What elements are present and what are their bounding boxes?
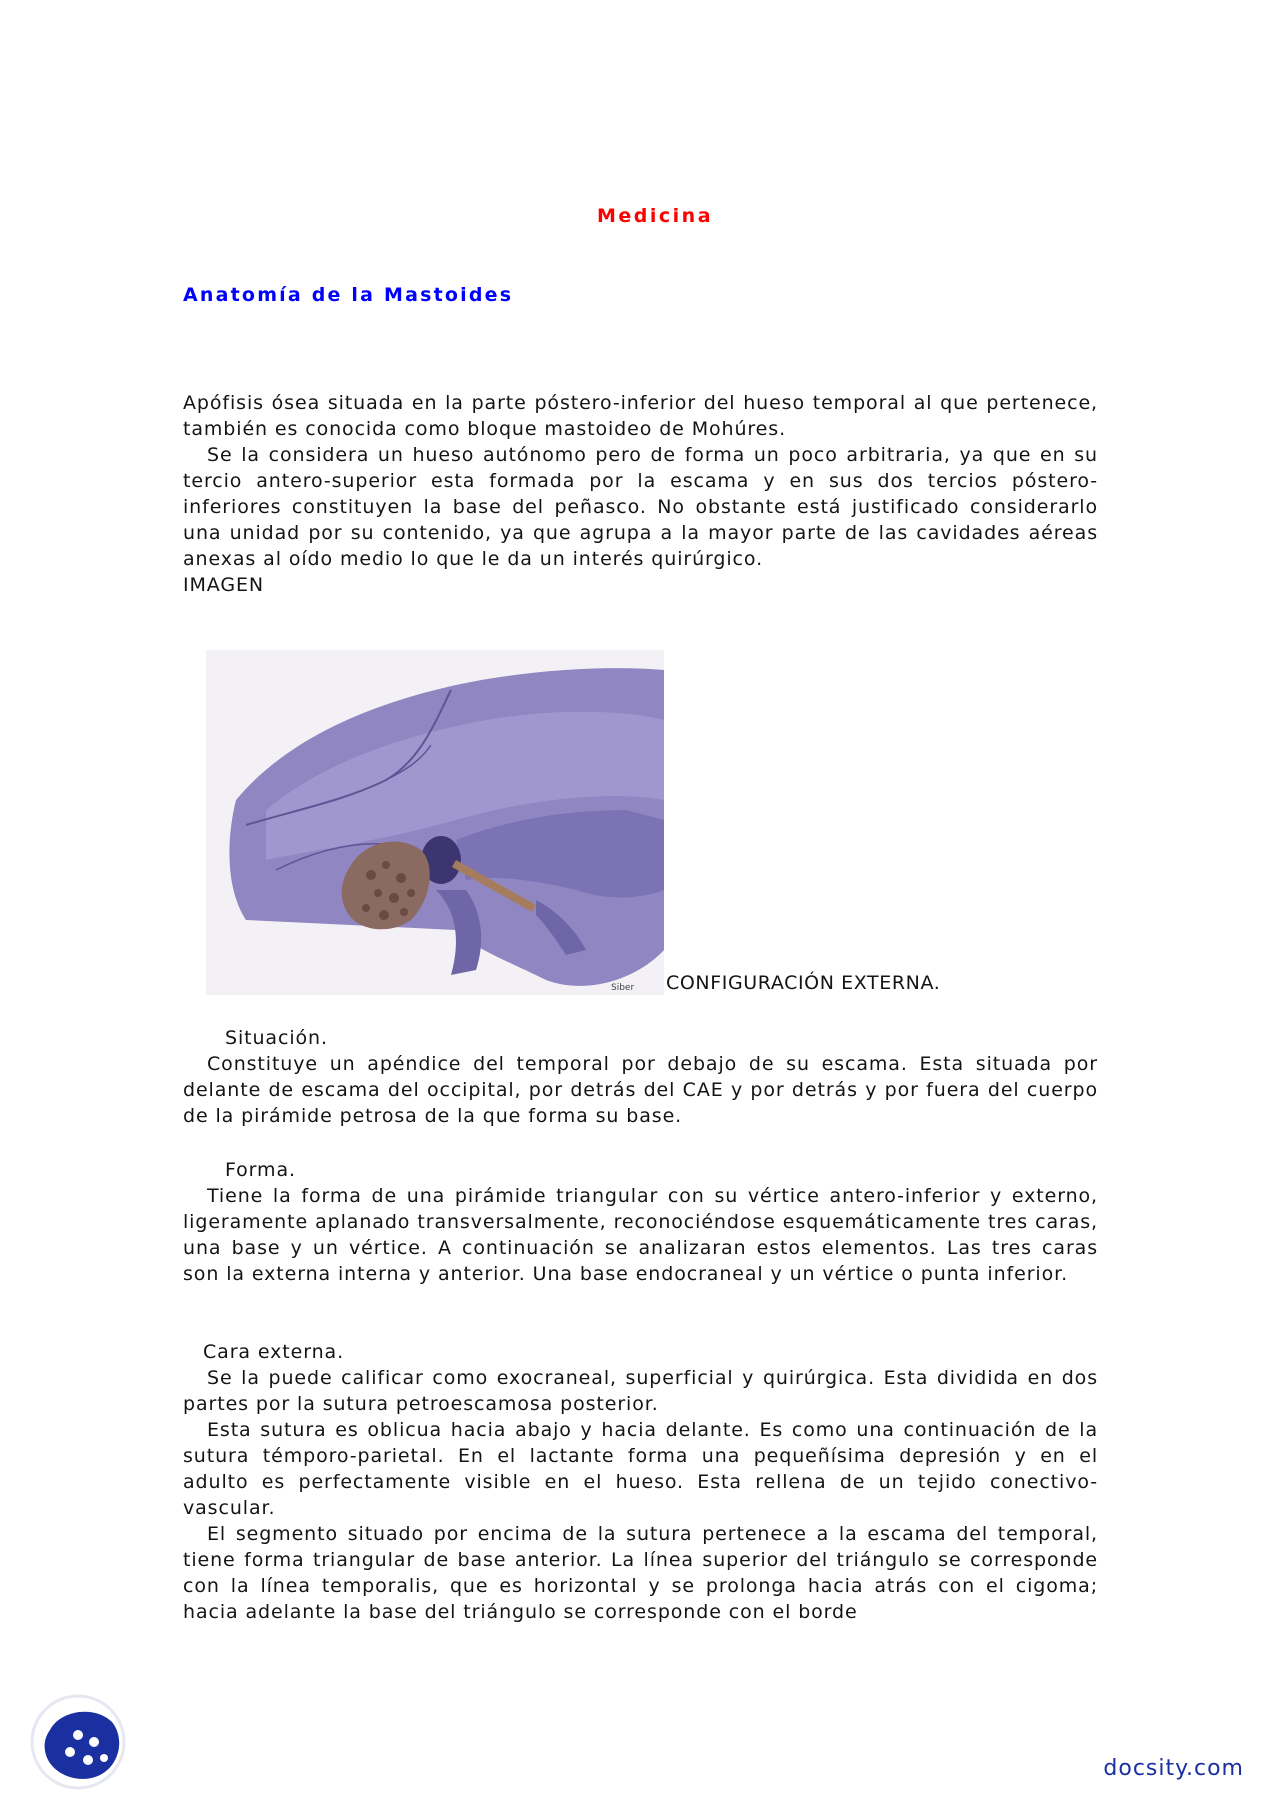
document-title: Anatomía de la Mastoides xyxy=(183,284,514,306)
section-paragraph: Se la puede calificar como exocraneal, superficial y quirúrgica. Esta dividida en dos partes por la sutura petroescamosa posterior. xyxy=(183,1367,1098,1415)
section-label: Forma. xyxy=(225,1159,296,1181)
section-paragraph: El segmento situado por encima de la sutura pertenece a la escama del temporal, tiene forma triangular de base anterior. La línea superior del triángulo se corresponde con la línea temporalis, que es horizontal y se prolonga hacia atrás con el cigoma; hacia adelante la base del triángulo se corresponde con el borde xyxy=(183,1523,1098,1623)
document-header: Medicina xyxy=(596,205,714,227)
figure-caption: CONFIGURACIÓN EXTERNA. xyxy=(666,972,941,994)
section-situacion xyxy=(183,1025,1098,1129)
section-label: Cara externa. xyxy=(203,1341,345,1363)
mastoid-illustration xyxy=(206,650,664,995)
section-paragraph: Esta sutura es oblicua hacia abajo y hacia delante. Es como una continuación de la sutura témporo-parietal. En el lactante forma una pequeñísima depresión y en el adulto es perfectamente visible en el hueso. Esta rellena de un tejido conectivo-vascular. xyxy=(183,1419,1098,1519)
section-paragraph: Tiene la forma de una pirámide triangular con su vértice antero-inferior y externo, ligeramente aplanado transversalmente, reconociéndose esquemáticamente tres caras, una base y un vértice. A continuación se analizaran estos elementos. Las tres caras son la externa interna y anterior. Una base endocraneal y un vértice o punta inferior. xyxy=(183,1185,1098,1285)
image-label: IMAGEN xyxy=(183,574,265,596)
section-cara-externa xyxy=(183,1339,1098,1625)
section-paragraph: Constituye un apéndice del temporal por debajo de su escama. Esta situada por delante de escama del occipital, por detrás del CAE y por detrás y por fuera del cuerpo de la pirámide petrosa de la que forma su base. xyxy=(183,1053,1098,1127)
intro-paragraph: Se la considera un hueso autónomo pero de forma un poco arbitraria, ya que en su tercio antero-superior esta formada por la escama y en sus dos tercios póstero-inferiores constituyen la base del peñasco. No obstante está justificado considerarlo una unidad por su contenido, ya que agrupa a la mayor parte de las cavidades aéreas anexas al oído medio lo que le da un interés quirúrgico. xyxy=(183,444,1098,570)
intro-paragraph: Apófisis ósea situada en la parte póstero-inferior del hueso temporal al que pertenece, también es conocida como bloque mastoideo de Mohúres. xyxy=(183,392,1098,440)
docsity-brand-link[interactable]: docsity.com xyxy=(1103,1756,1244,1781)
figure-row xyxy=(206,650,1106,995)
illustration-signature: Siber xyxy=(611,983,635,993)
docsity-logo-icon[interactable] xyxy=(20,1690,135,1790)
section-label: Situación. xyxy=(225,1027,328,1049)
section-forma xyxy=(183,1157,1098,1287)
intro-block xyxy=(183,390,1098,598)
